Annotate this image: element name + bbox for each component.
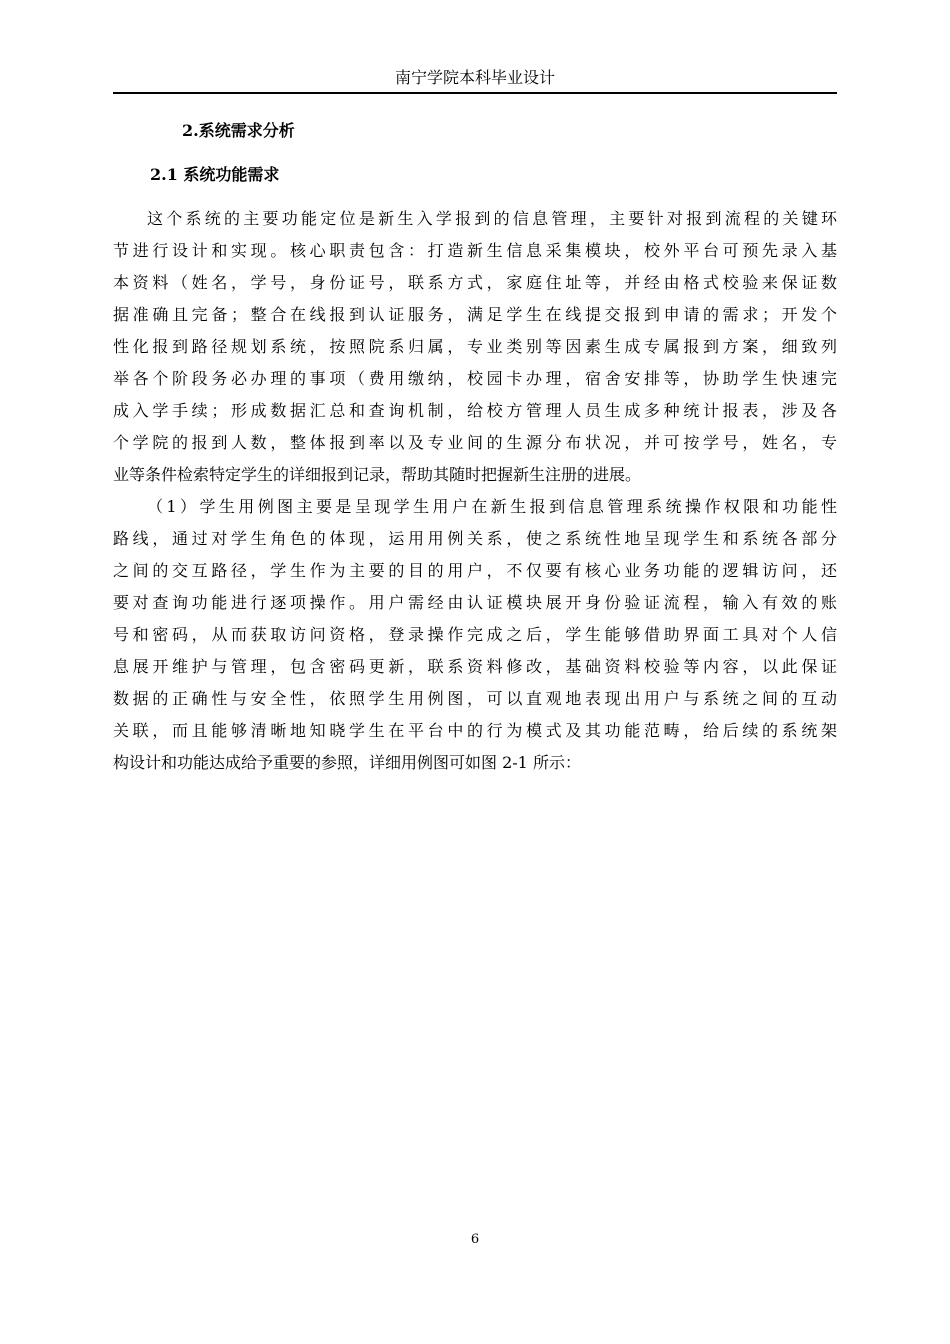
text-line: 关联，而且能够清晰地知晓学生在平台中的行为模式及其功能范畴，给后续的系统架 xyxy=(113,721,837,740)
text-line: 路线，通过对学生角色的体现，运用用例关系，使之系统性地呈现学生和系统各部分 xyxy=(113,529,837,548)
text-line: 性化报到路径规划系统，按照院系归属，专业类别等因素生成专属报到方案，细致列 xyxy=(113,337,837,356)
text-line: 构设计和功能达成给予重要的参照，详细用例图可如图 2-1 所示： xyxy=(113,753,581,772)
page-header xyxy=(113,64,837,94)
text-line: 节进行设计和实现。核心职责包含：打造新生信息采集模块，校外平台可预先录入基 xyxy=(113,241,837,260)
text-line: 这个系统的主要功能定位是新生入学报到的信息管理，主要针对报到流程的关键环 xyxy=(147,209,837,228)
text-line: 本资料（姓名，学号，身份证号，联系方式，家庭住址等，并经由格式校验来保证数 xyxy=(113,273,837,292)
paragraph-student-use-case xyxy=(113,491,837,779)
page-number: 6 xyxy=(470,1232,480,1247)
text-line: 据准确且完备；整合在线报到认证服务，满足学生在线提交报到申请的需求；开发个 xyxy=(113,305,837,324)
text-line: 成入学手续；形成数据汇总和查询机制，给校方管理人员生成多种统计报表，涉及各 xyxy=(113,401,837,420)
text-line: 号和密码，从而获取访问资格，登录操作完成之后，学生能够借助界面工具对个人信 xyxy=(113,625,837,644)
text-line: 要对查询功能进行逐项操作。用户需经由认证模块展开身份验证流程，输入有效的账 xyxy=(113,593,837,612)
text-line: （1）学生用例图主要是呈现学生用户在新生报到信息管理系统操作权限和功能性 xyxy=(147,497,837,516)
section-heading: 2.系统需求分析 xyxy=(182,121,295,140)
text-line: 业等条件检索特定学生的详细报到记录，帮助其随时把握新生注册的进展。 xyxy=(113,465,642,484)
text-line: 数据的正确性与安全性，依照学生用例图，可以直观地表现出用户与系统之间的互动 xyxy=(113,689,837,708)
text-line: 举各个阶段务必办理的事项（费用缴纳，校园卡办理，宿舍安排等，协助学生快速完 xyxy=(113,369,837,388)
text-line: 个学院的报到人数，整体报到率以及专业间的生源分布状况，并可按学号，姓名，专 xyxy=(113,433,837,452)
paragraph-functional-requirements xyxy=(113,203,837,491)
header-title: 南宁学院本科毕业设计 xyxy=(394,68,555,87)
text-line: 息展开维护与管理，包含密码更新，联系资料修改，基础资料校验等内容，以此保证 xyxy=(113,657,837,676)
subsection-heading: 2.1 系统功能需求 xyxy=(150,165,280,184)
text-line: 之间的交互路径，学生作为主要的目的用户，不仅要有核心业务功能的逻辑访问，还 xyxy=(113,561,837,580)
